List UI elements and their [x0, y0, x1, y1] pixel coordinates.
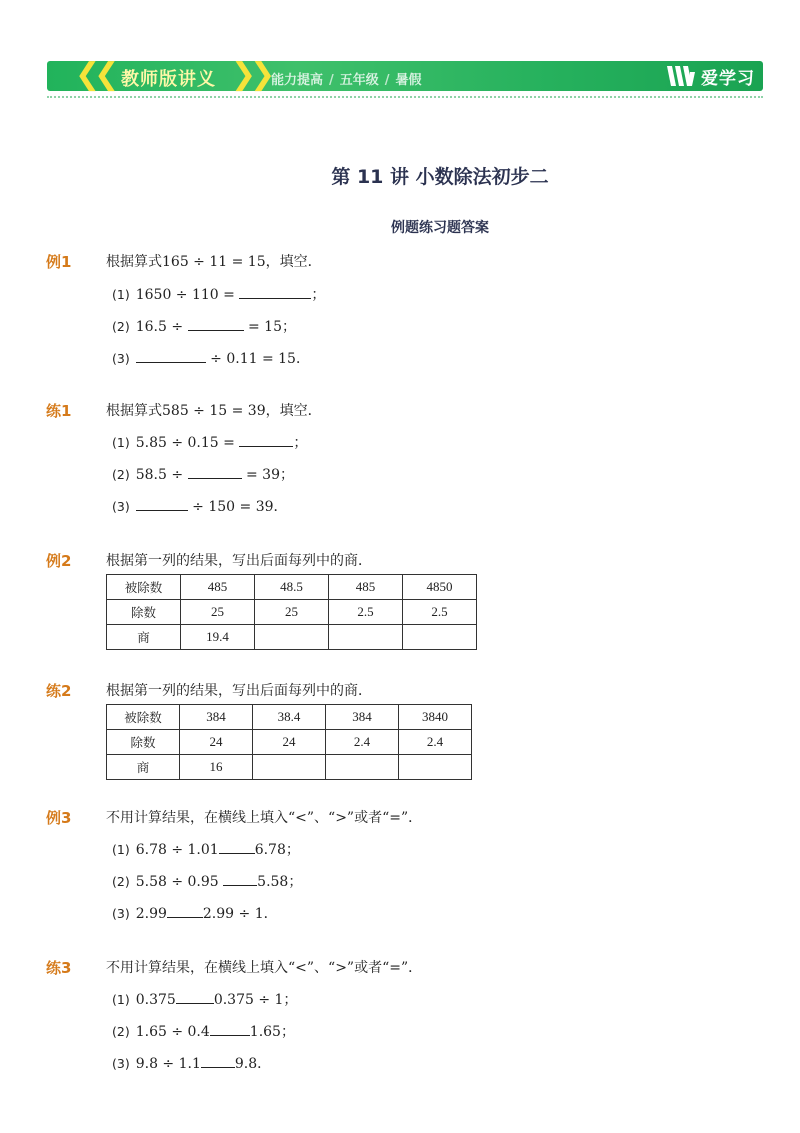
quotient-table — [106, 574, 477, 650]
table-row — [107, 575, 477, 600]
item-text-after: 2.99 ÷ 1． — [202, 906, 278, 922]
item-number: (3) — [112, 499, 130, 514]
item-text-after: ； — [311, 287, 326, 303]
table-cell: 商 — [107, 625, 181, 650]
dotted-divider — [47, 96, 763, 98]
table-cell: 48.5 — [255, 575, 329, 600]
problem-label: 练1 — [46, 402, 72, 420]
item-text-before: 0.375 — [135, 992, 176, 1008]
double-chevron-left-icon: ❮❮ — [75, 57, 114, 92]
problem-item — [112, 348, 310, 368]
item-number: (3) — [112, 351, 130, 366]
item-text-before: 5.85 ÷ 0.15 = — [135, 435, 240, 451]
problem-label: 练3 — [46, 959, 72, 977]
item-number: (3) — [112, 906, 130, 921]
problem-stem: 不用计算结果，在横线上填入“<”、“>”或者“=”． — [106, 960, 423, 976]
answer-blank[interactable] — [210, 1023, 250, 1036]
table-row — [107, 625, 477, 650]
item-text-before: 5.58 ÷ 0.95 — [135, 874, 224, 890]
table-cell: 商 — [107, 755, 180, 780]
table-cell: 2.5 — [329, 600, 403, 625]
table-cell: 25 — [255, 600, 329, 625]
answer-cell[interactable] — [403, 625, 477, 650]
table-cell: 2.4 — [399, 730, 472, 755]
table-cell: 16 — [180, 755, 253, 780]
table-cell: 4850 — [403, 575, 477, 600]
answer-cell[interactable] — [326, 755, 399, 780]
item-text-after: ； — [293, 435, 308, 451]
brand-mark-icon — [665, 64, 697, 88]
table-row — [107, 705, 472, 730]
problem-label: 例3 — [46, 809, 72, 827]
brand-name: 爱学习 — [701, 68, 755, 89]
table-cell: 被除数 — [107, 705, 180, 730]
answer-cell[interactable] — [253, 755, 326, 780]
item-text-before: 1650 ÷ 110 = — [135, 287, 240, 303]
answer-blank[interactable] — [136, 350, 206, 363]
table-cell: 485 — [181, 575, 255, 600]
header-banner — [47, 57, 763, 92]
problem-stem: 根据算式165 ÷ 11 = 15，填空． — [106, 254, 322, 270]
table-row — [107, 600, 477, 625]
item-text-after: 1.65； — [249, 1024, 295, 1040]
answer-blank[interactable] — [239, 434, 293, 447]
answer-blank[interactable] — [239, 286, 311, 299]
table-cell: 384 — [180, 705, 253, 730]
problem-stem: 根据第一列的结果，写出后面每列中的商． — [106, 683, 372, 699]
table-cell: 485 — [329, 575, 403, 600]
table-cell: 384 — [326, 705, 399, 730]
item-text-after: ÷ 0.11 = 15． — [205, 351, 310, 367]
quotient-table — [106, 704, 472, 780]
answer-blank[interactable] — [219, 841, 255, 854]
answer-blank[interactable] — [136, 498, 188, 511]
table-cell: 除数 — [107, 600, 181, 625]
item-number: (2) — [112, 467, 130, 482]
item-number: (1) — [112, 435, 130, 450]
answer-blank[interactable] — [188, 466, 242, 479]
item-number: (2) — [112, 319, 130, 334]
brand-logo — [665, 64, 755, 88]
problem-item — [112, 1021, 295, 1041]
breadcrumb-item: 能力提高 — [271, 73, 324, 88]
problem-stem: 不用计算结果，在横线上填入“<”、“>”或者“=”． — [106, 810, 423, 826]
table-cell: 19.4 — [181, 625, 255, 650]
problem-label: 练2 — [46, 682, 72, 700]
answer-blank[interactable] — [223, 873, 257, 886]
problem-label: 例1 — [46, 253, 72, 271]
problem-item — [112, 989, 297, 1009]
item-text-after: = 15； — [243, 319, 296, 335]
item-number: (1) — [112, 842, 130, 857]
table-cell: 被除数 — [107, 575, 181, 600]
table-cell: 除数 — [107, 730, 180, 755]
answer-blank[interactable] — [167, 905, 203, 918]
item-text-before: 1.65 ÷ 0.4 — [135, 1024, 210, 1040]
problem-item — [112, 432, 307, 452]
problem-item — [112, 871, 302, 891]
breadcrumb-item: 暑假 — [395, 73, 422, 88]
problem-item — [112, 839, 300, 859]
breadcrumb-separator: / — [329, 73, 334, 88]
table-cell: 24 — [253, 730, 326, 755]
answer-cell[interactable] — [399, 755, 472, 780]
item-text-before: 58.5 ÷ — [135, 467, 188, 483]
item-text-before: 9.8 ÷ 1.1 — [135, 1056, 201, 1072]
problem-item — [112, 464, 294, 484]
table-cell: 2.4 — [326, 730, 399, 755]
table-row — [107, 730, 472, 755]
item-number: (2) — [112, 874, 130, 889]
table-cell: 3840 — [399, 705, 472, 730]
answer-blank[interactable] — [188, 318, 244, 331]
answer-cell[interactable] — [329, 625, 403, 650]
problem-label: 例2 — [46, 552, 72, 570]
item-text-after: 9.8． — [234, 1056, 272, 1072]
answer-cell[interactable] — [255, 625, 329, 650]
problem-item — [112, 1053, 271, 1073]
item-text-before: 6.78 ÷ 1.01 — [135, 842, 219, 858]
item-text-after: ÷ 150 = 39． — [187, 499, 288, 515]
item-number: (2) — [112, 1024, 130, 1039]
item-text-before: 16.5 ÷ — [135, 319, 188, 335]
answer-blank[interactable] — [176, 991, 214, 1004]
item-number: (1) — [112, 992, 130, 1007]
double-chevron-right-icon: ❯❯ — [231, 57, 270, 92]
table-cell: 25 — [181, 600, 255, 625]
problem-stem: 根据算式585 ÷ 15 = 39，填空． — [106, 403, 322, 419]
table-row — [107, 755, 472, 780]
breadcrumb-separator: / — [384, 73, 390, 88]
item-text-after: = 39； — [241, 467, 294, 483]
breadcrumb — [271, 69, 422, 88]
item-text-after: 5.58； — [257, 874, 303, 890]
item-text-after: 6.78； — [254, 842, 300, 858]
item-number: (1) — [112, 287, 130, 302]
problem-item — [112, 903, 278, 923]
problem-item — [112, 496, 288, 516]
table-cell: 24 — [180, 730, 253, 755]
item-number: (3) — [112, 1056, 130, 1071]
problem-item — [112, 316, 296, 336]
lecture-title: 第 11 讲 小数除法初步二 — [331, 166, 549, 188]
answer-blank[interactable] — [201, 1055, 235, 1068]
item-text-before: 2.99 — [135, 906, 167, 922]
problem-item — [112, 284, 325, 304]
item-text-after: 0.375 ÷ 1； — [213, 992, 298, 1008]
table-cell: 38.4 — [253, 705, 326, 730]
breadcrumb-item: 五年级 — [339, 73, 379, 88]
banner-title: 教师版讲义 — [121, 69, 216, 90]
section-title: 例题练习题答案 — [391, 220, 489, 236]
table-cell: 2.5 — [403, 600, 477, 625]
problem-stem: 根据第一列的结果，写出后面每列中的商． — [106, 553, 372, 569]
